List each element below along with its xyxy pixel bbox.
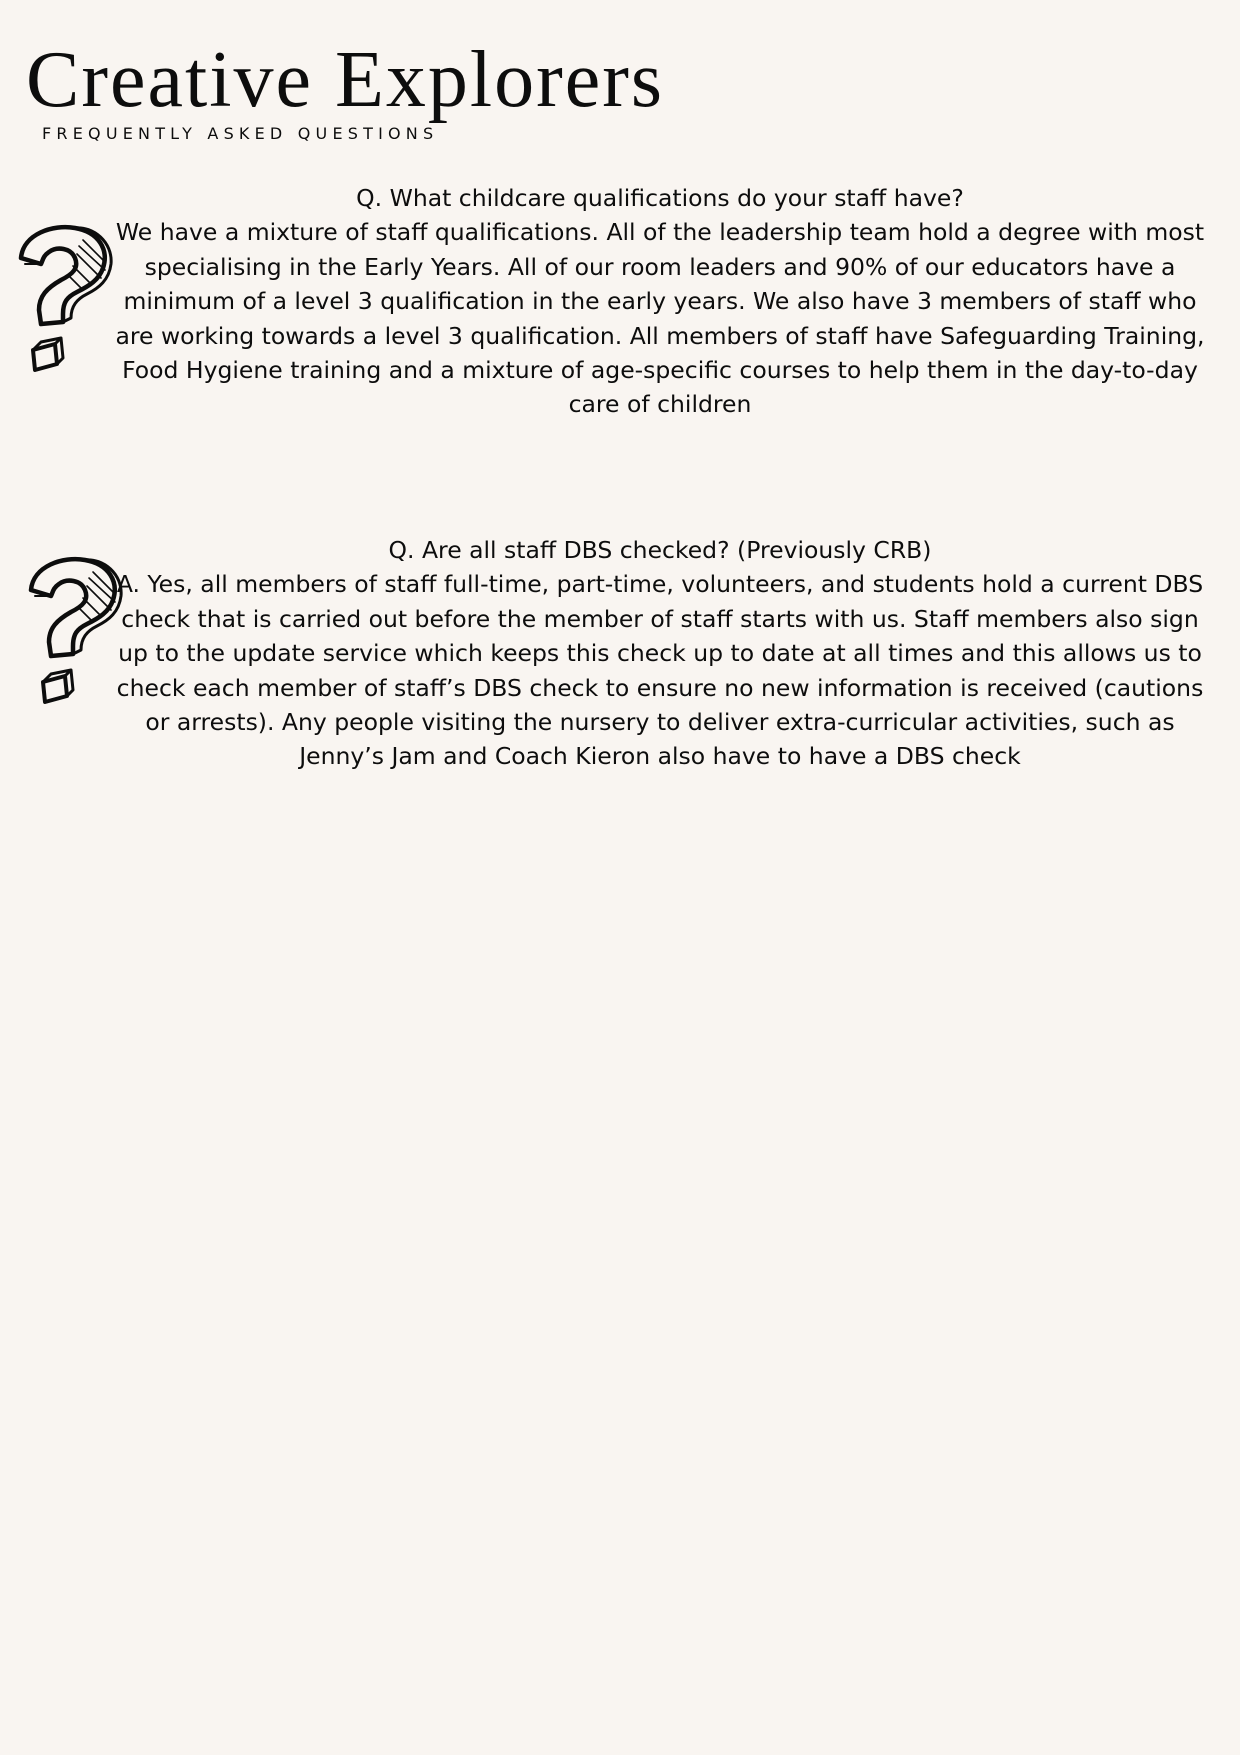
question-mark-icon (13, 224, 113, 384)
faq-item (110, 181, 1210, 422)
page-title: Creative Explorers (26, 36, 664, 124)
faq-answer: A. Yes, all members of staff full-time, part-time, volunteers, and students hold a current DBS check that is carried out before the member of staff starts with us. Staff members also sign up to the update service which keeps this check up to date at all times and this allows us to check each member of staff’s DBS check to ensure no new information is received (cautions or arrests). Any people visiting the nursery to deliver extra-curricular activities, such as Jenny’s Jam and Coach Kieron also have to have a DBS check (116, 570, 1204, 771)
faq-item (110, 533, 1210, 774)
page-subtitle: FREQUENTLY ASKED QUESTIONS (42, 124, 439, 143)
faq-question: Q. Are all staff DBS checked? (Previously CRB) (388, 536, 932, 564)
faq-answer: We have a mixture of staff qualifications. All of the leadership team hold a degree with most specialising in the Early Years. All of our room leaders and 90% of our educators have a minimum of a level 3 qualification in the early years. We also have 3 members of staff who are working towards a level 3 qualification. All members of staff have Safeguarding Training, Food Hygiene training and a mixture of age-specific courses to help them in the day-to-day care of children (115, 218, 1205, 419)
faq-question: Q. What childcare qualifications do your staff have? (356, 184, 964, 212)
question-mark-icon (23, 556, 123, 716)
